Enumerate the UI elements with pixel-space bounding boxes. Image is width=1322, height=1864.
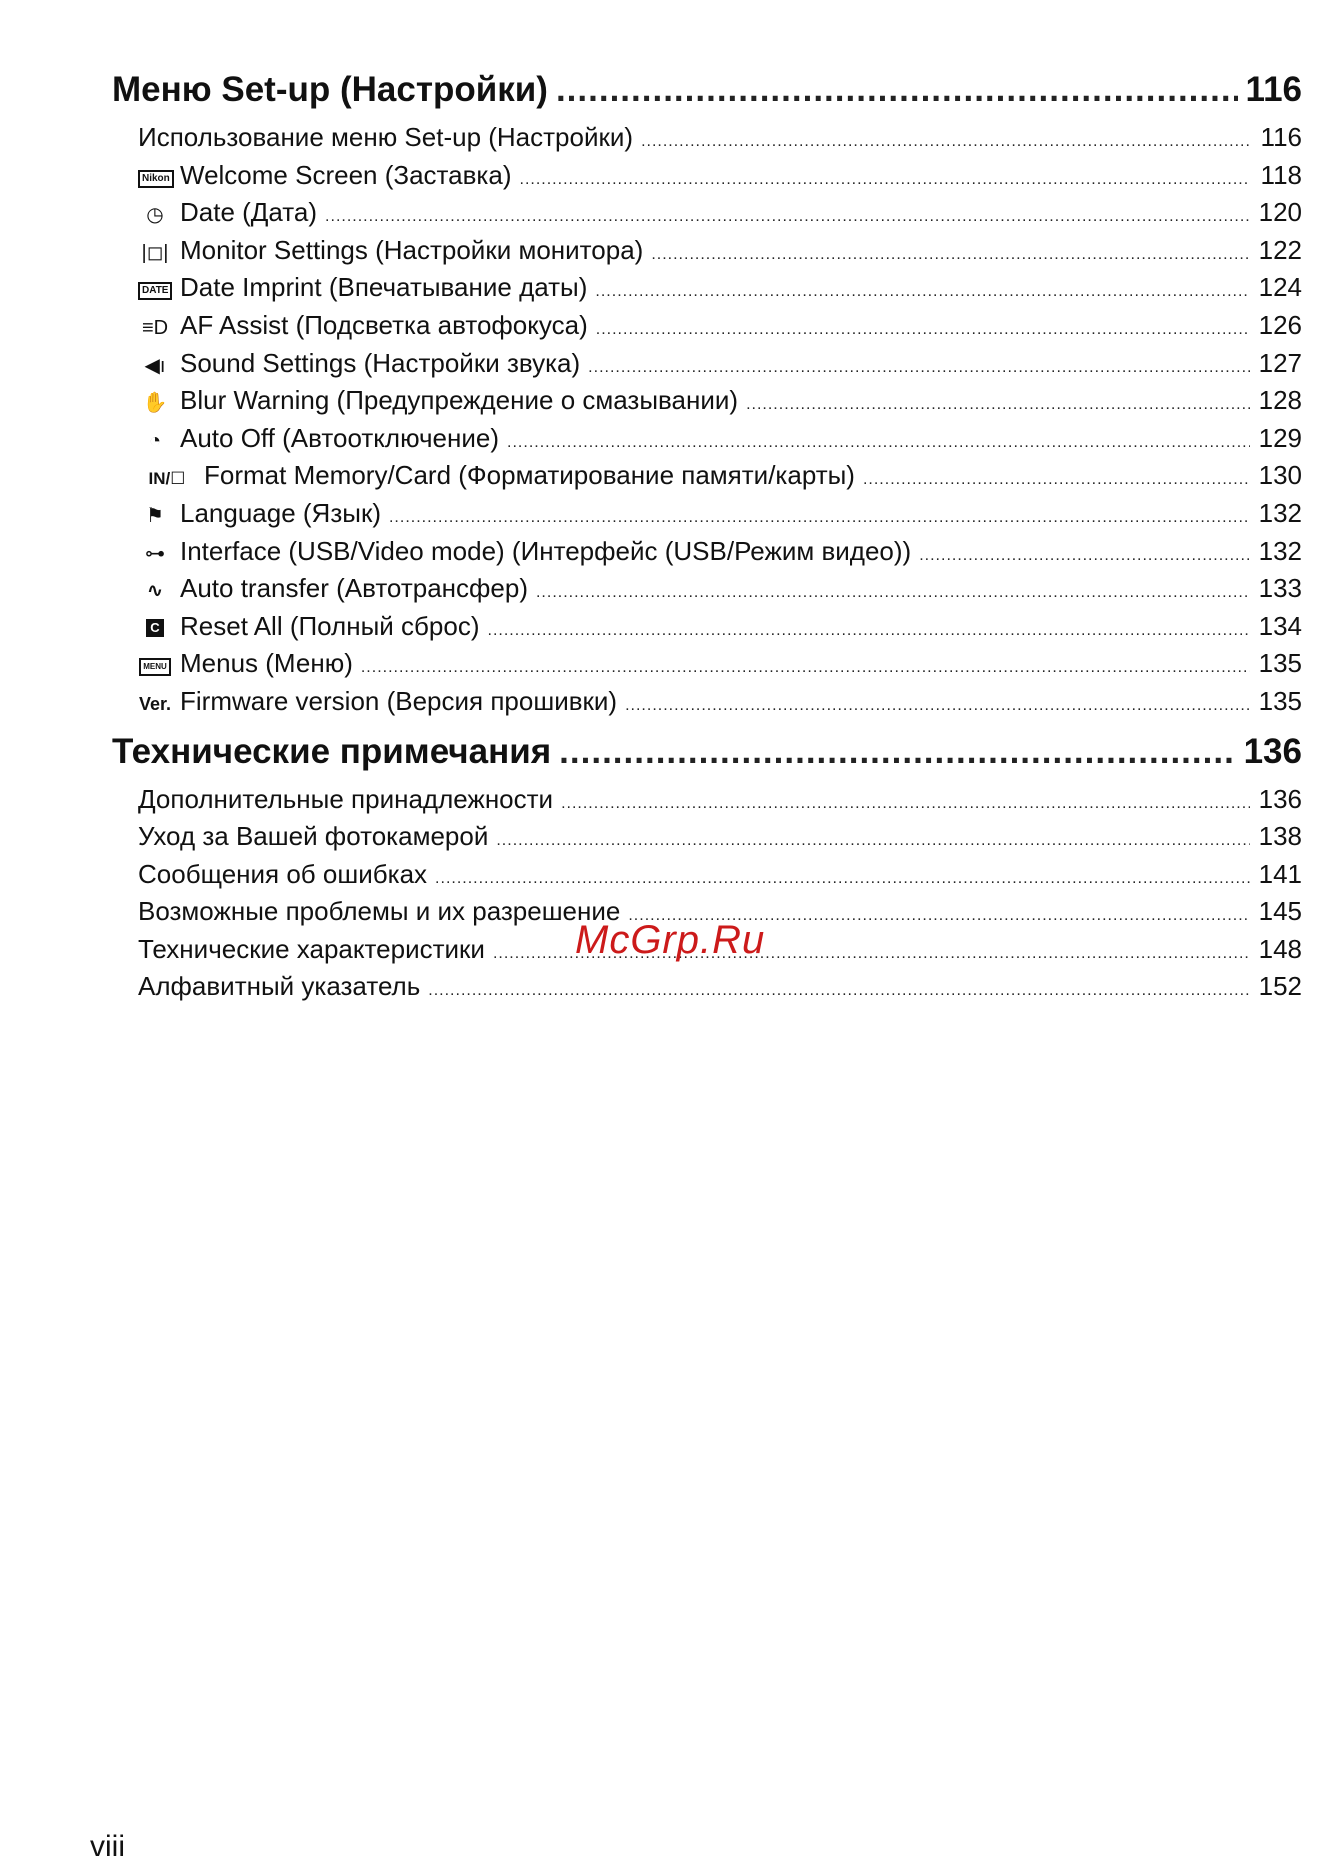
dot-leader [361, 659, 1250, 677]
dot-leader [919, 547, 1250, 565]
toc-entry[interactable] [112, 686, 1302, 724]
toc-entry-page: 130 [1258, 460, 1302, 491]
toc-entry-page: 122 [1258, 234, 1302, 265]
dot-leader [507, 434, 1250, 452]
toc-entry-label: Дополнительные принадлежности [138, 783, 554, 814]
toc-entry-label: Welcome Screen (Заставка) [180, 159, 512, 190]
toc-entry[interactable] [112, 648, 1302, 686]
toc-entry-page: 120 [1258, 197, 1302, 228]
speaker-icon: ◀ı [144, 354, 166, 377]
dot-leader [536, 584, 1250, 602]
toc-entry-page: 132 [1258, 497, 1302, 528]
toc-entry-page: 145 [1258, 896, 1302, 927]
toc-entry[interactable] [112, 385, 1302, 423]
toc-entry[interactable] [112, 160, 1302, 198]
date-imprint-icon: DATE [138, 279, 172, 302]
toc-entry-label: Reset All (Полный сброс) [180, 610, 480, 641]
toc-entry-page: 128 [1258, 385, 1302, 416]
toc-heading-title: Технические примечания [112, 731, 552, 771]
timer-icon: ◔ [148, 429, 162, 452]
dot-leader [595, 283, 1250, 301]
interface-connector-icon: ⊶ [145, 542, 165, 565]
toc-entry-label: Menus (Меню) [180, 648, 353, 679]
dot-leader [389, 509, 1250, 527]
toc-entry-page: 141 [1258, 858, 1302, 889]
toc-entry-label: Firmware version (Версия прошивки) [180, 685, 618, 716]
dot-leader [488, 622, 1251, 640]
toc-entry[interactable] [112, 423, 1302, 461]
toc-entry-page: 152 [1258, 971, 1302, 1002]
version-icon: Ver. [138, 693, 172, 714]
toc-entry[interactable] [112, 122, 1302, 160]
dot-leader [496, 832, 1250, 850]
toc-entry-label: Blur Warning (Предупреждение о смазывании) [180, 385, 739, 416]
toc-heading-page: 116 [1245, 70, 1302, 109]
dot-leader [625, 697, 1250, 715]
toc-entry-page: 124 [1258, 272, 1302, 303]
clock-icon: ◷ [146, 204, 164, 227]
toc-entry-page: 136 [1258, 783, 1302, 814]
toc-entry-label: Auto transfer (Автотрансфер) [180, 573, 528, 604]
toc-entry-label: Interface (USB/Video mode) (Интерфейс (USB/Режим видео)) [180, 535, 912, 566]
toc-entry-label: AF Assist (Подсветка автофокуса) [180, 309, 588, 340]
toc-entry-label: Date Imprint (Впечатывание даты) [180, 272, 588, 303]
reset-icon: C [138, 618, 172, 641]
dot-leader [863, 471, 1250, 489]
toc-entry[interactable] [112, 971, 1302, 1009]
dot-leader [561, 795, 1250, 813]
toc-entry-label: Алфавитный указатель [138, 971, 421, 1002]
dot-leader [651, 246, 1250, 264]
toc-entry-label: Технические характеристики [138, 933, 485, 964]
toc-entry[interactable] [112, 573, 1302, 611]
toc-entry[interactable] [112, 784, 1302, 822]
toc-entry-label: Date (Дата) [180, 197, 318, 228]
toc-entry-page: 116 [1260, 122, 1302, 152]
toc-entry[interactable] [112, 272, 1302, 310]
toc-heading-title: Меню Set-up (Настройки) [112, 70, 548, 109]
dot-leader [559, 732, 1235, 772]
auto-transfer-icon: ∿ [146, 580, 164, 603]
toc-entry-page: 132 [1258, 535, 1302, 566]
toc-entry[interactable] [112, 197, 1302, 235]
memory-card-icon: IN/☐ [148, 469, 186, 489]
shaking-hand-icon: ✋ [142, 392, 168, 415]
toc-entry[interactable] [112, 536, 1302, 574]
toc-entry-label: Сообщения об ошибках [138, 858, 428, 889]
toc-entry-label: Auto Off (Автоотключение) [180, 422, 500, 453]
toc-heading-page: 136 [1243, 731, 1302, 771]
toc-heading[interactable] [112, 732, 1302, 784]
toc-entry-page: 133 [1258, 573, 1302, 604]
dot-leader [325, 208, 1250, 226]
toc-entry[interactable] [112, 235, 1302, 273]
dot-leader [520, 171, 1251, 189]
toc-entry[interactable] [112, 460, 1302, 498]
toc-entry-label: Language (Язык) [180, 497, 381, 528]
toc-entry[interactable] [112, 611, 1302, 649]
dot-leader [556, 70, 1238, 110]
flag-icon: ⚑ [146, 504, 164, 527]
toc-entry-page: 129 [1258, 422, 1302, 453]
page-number: viii [90, 1830, 125, 1863]
toc-entry-page: 135 [1258, 648, 1302, 679]
toc-entry-page: 118 [1260, 159, 1302, 190]
nikon-logo-icon: Nikon [138, 167, 172, 190]
dot-leader [596, 321, 1250, 339]
dot-leader [746, 396, 1250, 414]
toc-entry-page: 138 [1258, 821, 1302, 852]
toc-entry-page: 127 [1258, 347, 1302, 378]
toc-entry[interactable] [112, 821, 1302, 859]
toc-entry-page: 148 [1258, 933, 1302, 964]
toc-entry-page: 135 [1258, 685, 1302, 716]
toc-heading[interactable] [112, 70, 1302, 122]
monitor-icon: |◻| [141, 241, 169, 264]
toc-entry[interactable] [112, 310, 1302, 348]
toc-entry-page: 126 [1258, 309, 1302, 340]
toc-entry-label: Sound Settings (Настройки звука) [180, 347, 581, 378]
toc-entry-page: 134 [1258, 610, 1302, 641]
toc-entry[interactable] [112, 348, 1302, 386]
toc-entry[interactable] [112, 498, 1302, 536]
table-of-contents [112, 70, 1302, 1017]
toc-section-setup-menu [112, 70, 1302, 724]
dot-leader [588, 359, 1250, 377]
toc-entry-label: Format Memory/Card (Форматирование памяти/карты) [204, 460, 855, 491]
menu-icon: MENU [138, 655, 172, 678]
toc-entry-label: Monitor Settings (Настройки монитора) [180, 234, 644, 265]
toc-entry[interactable] [112, 859, 1302, 897]
watermark: McGrp.Ru [575, 918, 766, 962]
toc-entry-label: Использование меню Set-up (Настройки) [138, 122, 634, 152]
dot-leader [428, 982, 1250, 1000]
af-assist-lamp-icon: ≡D [141, 316, 169, 339]
dot-leader [435, 870, 1250, 888]
toc-section-technical-notes [112, 732, 1302, 1010]
dot-leader [641, 133, 1250, 151]
toc-entry-label: Уход за Вашей фотокамерой [138, 821, 489, 852]
toc-entry-label: Возможные проблемы и их разрешение [138, 896, 621, 927]
